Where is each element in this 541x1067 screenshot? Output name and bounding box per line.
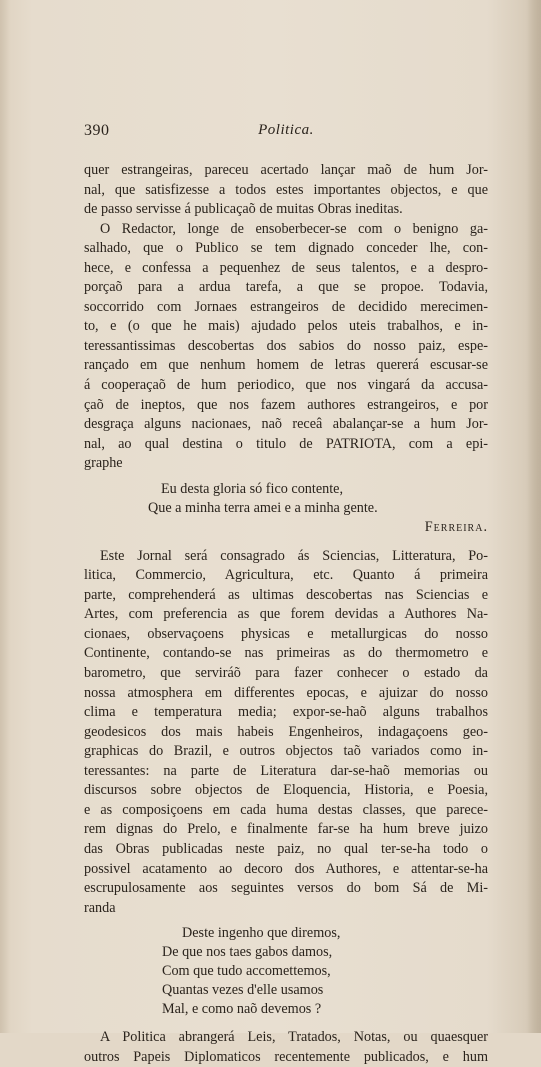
text-line: A Politica abrangerá Leis, Tratados, Notas, ou quaesquer — [100, 1029, 488, 1046]
verse-quotation — [84, 924, 488, 1019]
paragraph-1 — [84, 161, 488, 220]
text-line: barometro, que serviráõ para fazer conhecer o estado da — [84, 665, 488, 682]
verse-line: Deste ingenho que diremos, — [182, 925, 341, 942]
text-line: Este Jornal será consagrado ás Sciencias, Litteratura, Po- — [100, 547, 488, 564]
text-line: teressantissimas descobertas dos sabios do nosso paiz, espe- — [84, 337, 488, 354]
text-line: discursos sobre objectos de Eloquencia, Historia, e Poesia, — [84, 782, 488, 799]
text-line: soccorrido com Jornaes estrangeiros de decidido merecimen- — [84, 298, 488, 315]
text-line: parte, comprehenderá as ultimas descobertas nas Sciencias e — [84, 586, 488, 603]
paragraph-3 — [84, 547, 488, 918]
text-line: quer estrangeiras, pareceu acertado lançar maõ de hum Jor- — [84, 162, 488, 178]
text-line: çaõ de ineptos, que nos fazem authores estrangeiros, e por — [84, 396, 488, 413]
text-line: graphicas do Brazil, e outros objectos taõ variados como in- — [84, 743, 488, 760]
text-line: cionaes, observaçoens physicas e metallurgicas do nosso — [84, 625, 488, 642]
text-line: salhado, que o Publico se tem dignado conceder lhe, con- — [84, 240, 488, 257]
text-line: desgraça alguns nacionaes, naõ receâ abalançar-se a hum Jor- — [84, 416, 488, 433]
text-line: geodesicos dos mais habeis Engenheiros, indagaçoens geo- — [84, 723, 488, 740]
text-line: rem dignas do Prelo, e finalmente far-se ha hum breve juizo — [84, 821, 488, 838]
text-line: de passo servisse á publicaçaõ de muitas Obras ineditas. — [84, 201, 403, 218]
text-line: clima e temperatura media; expor-se-haõ alguns trabalhos — [84, 704, 488, 721]
text-line: das Obras publicadas neste paiz, no qual ter-se-ha todo o — [84, 840, 488, 857]
page-header — [84, 122, 488, 142]
text-line: teressantes: na parte de Literatura dar-se-haõ memorias ou — [84, 762, 488, 779]
epigraph-line: Eu desta gloria só fico contente, — [161, 480, 344, 497]
verse-line: De que nos taes gabos damos, — [162, 944, 333, 961]
text-line: á cooperaçaõ de hum periodico, que nos vingará da accusa- — [84, 377, 488, 394]
text-line: litica, Commercio, Agricultura, etc. Quanto á primeira — [84, 567, 488, 584]
text-line: O Redactor, longe de ensoberbecer-se com o benigno ga- — [100, 220, 488, 237]
page-body — [84, 161, 488, 1067]
paragraph-4 — [84, 1028, 488, 1067]
text-line: randa — [84, 899, 116, 916]
text-line: nal, ao qual destina o titulo de PATRIOTA, com a epi- — [84, 435, 488, 452]
text-line: nossa atmosphera em differentes epocas, e ajuizar do nosso — [84, 684, 488, 701]
epigraph — [84, 480, 488, 538]
verse-line: Quantas vezes d'elle usamos — [162, 982, 324, 999]
text-line: porçaõ para a ardua tarefa, a que se propoe. Todavia, — [84, 279, 488, 296]
epigraph-attribution: Ferreira. — [424, 518, 488, 535]
verse-line: Com que tudo accomettemos, — [162, 963, 331, 980]
epigraph-line: Que a minha terra amei e a minha gente. — [148, 499, 378, 516]
text-line: possivel acatamento ao decoro dos Authores, e attentar-se-ha — [84, 860, 488, 877]
paragraph-2 — [84, 220, 488, 474]
text-line: e as composiçoens em cada huma destas classes, que parece- — [84, 801, 488, 818]
verse-line: Mal, e como naõ devemos ? — [162, 1001, 322, 1018]
text-line: nal, que satisfizesse a todos estes importantes objectos, e que — [84, 181, 488, 198]
text-line: hece, e confessa a pequenhez de seus talentos, e a despro- — [84, 259, 488, 276]
text-line: rançado em que nenhum homem de letras quererá escusar-se — [84, 357, 488, 374]
page-number: 390 — [84, 122, 110, 139]
text-line: graphe — [84, 455, 123, 472]
text-line: escrupulosamente aos seguintes versos do bom Sá de Mi- — [84, 880, 488, 897]
text-line: to, e (o que he mais) ajudado pelos uteis trabalhos, e in- — [84, 318, 488, 335]
running-head: Politica. — [258, 122, 314, 138]
text-line: Continente, contando-se nas primeiras as do thermometro e — [84, 645, 488, 662]
text-line: outros Papeis Diplomaticos recentemente publicados, e hum — [84, 1048, 488, 1065]
text-line: Artes, com preferencia as que forem devidas a Authores Na- — [84, 606, 488, 623]
